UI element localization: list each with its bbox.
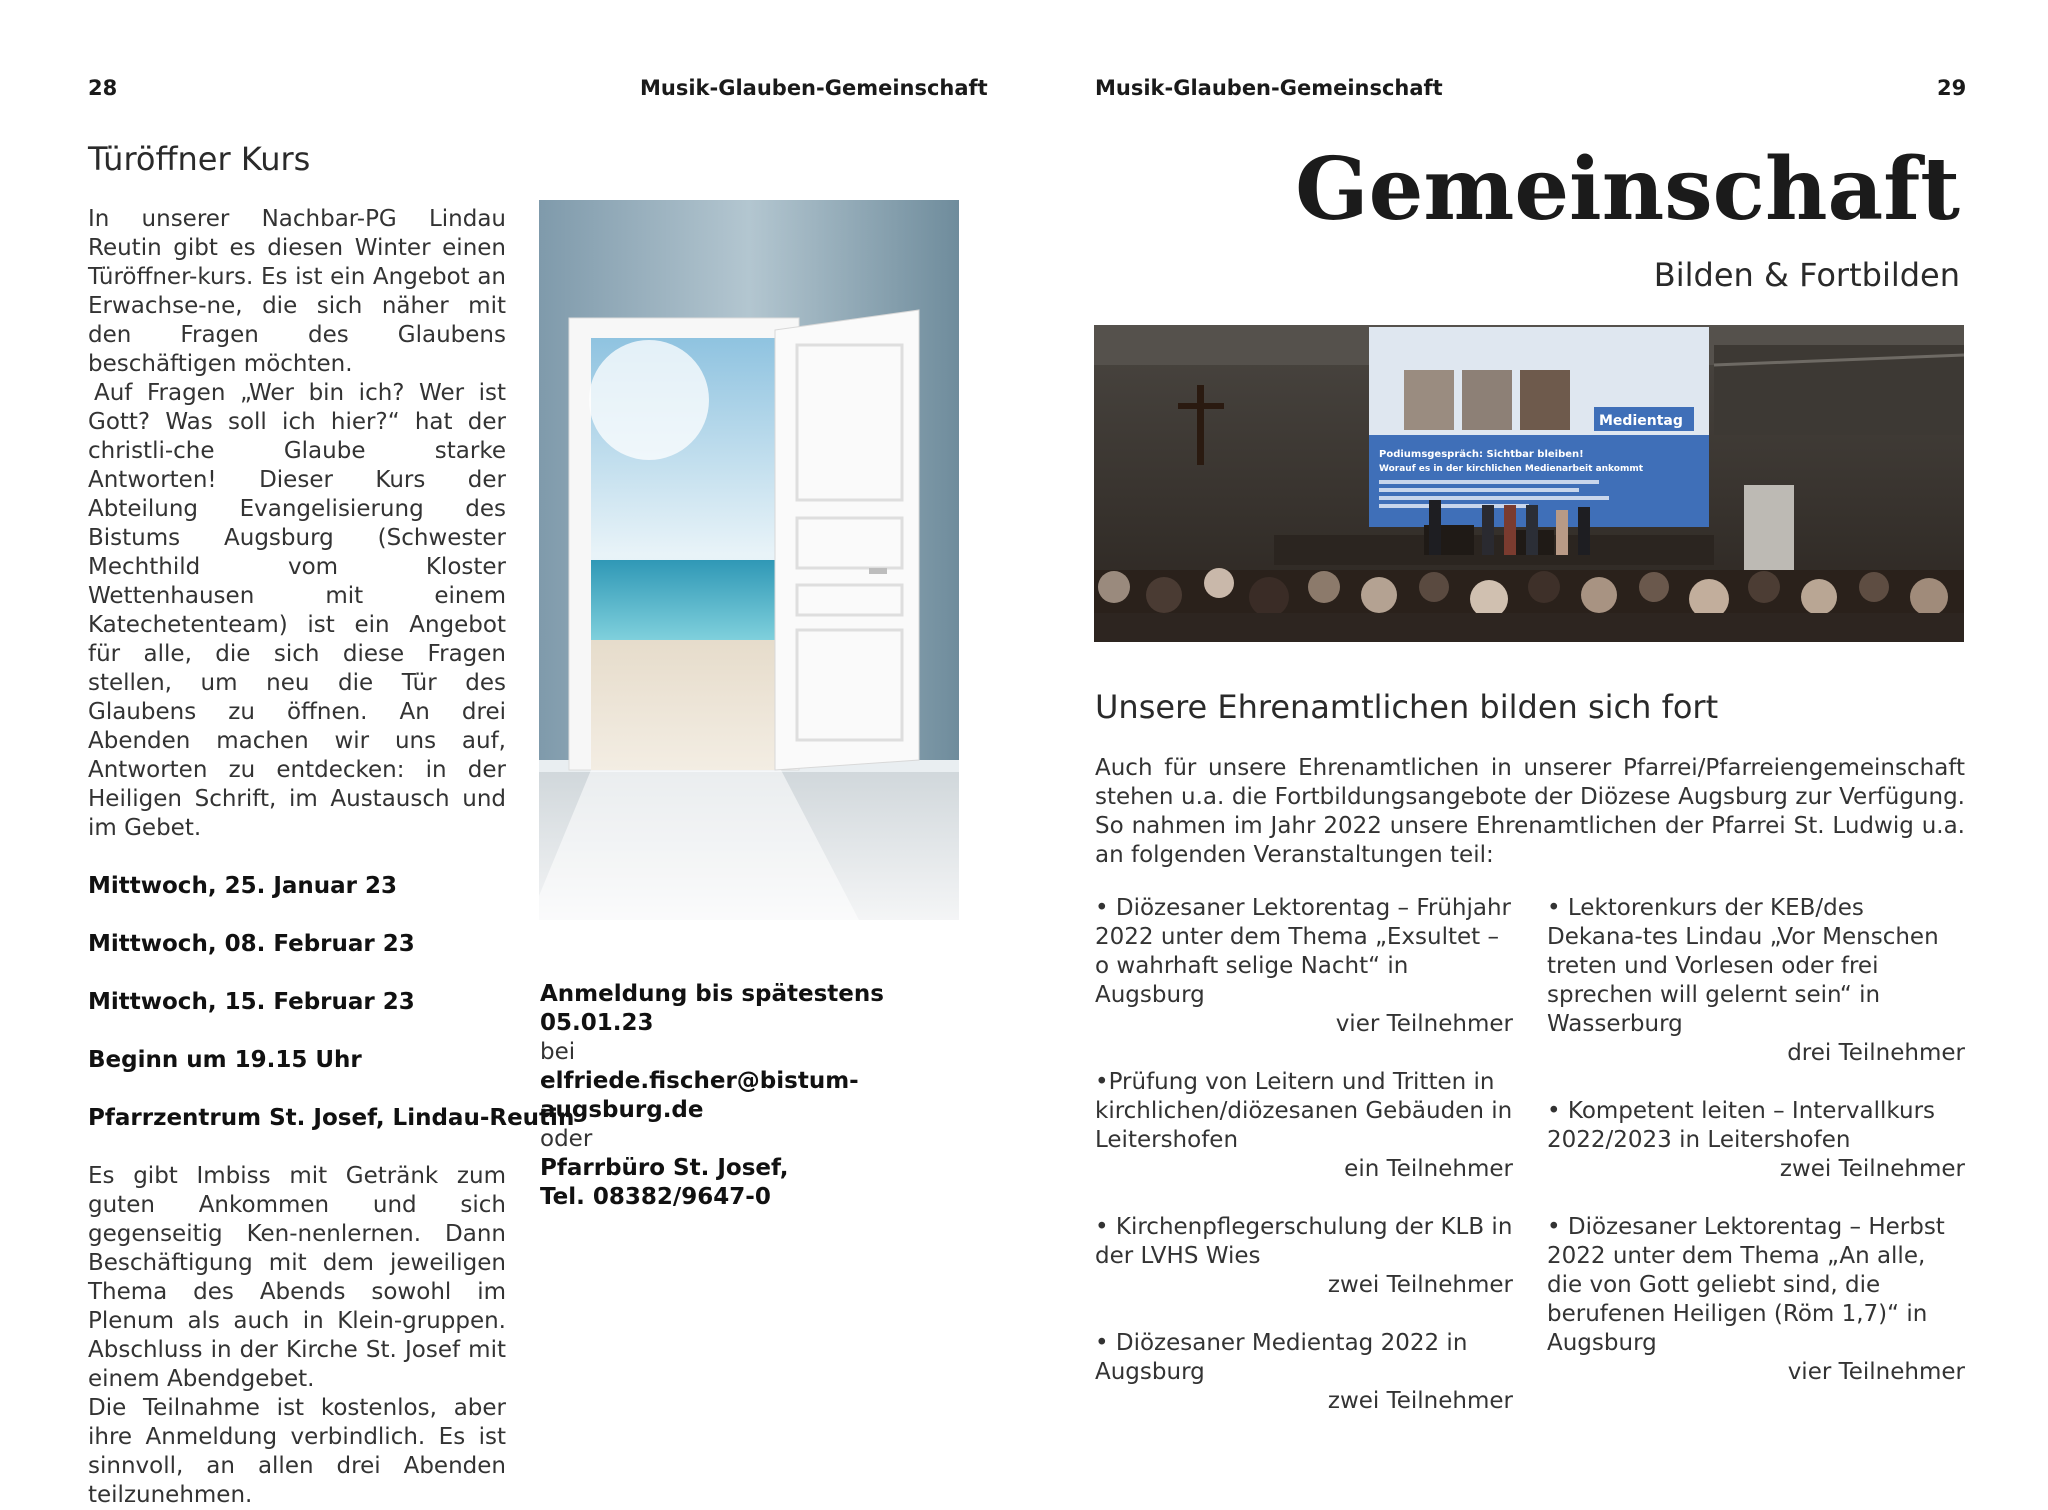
start-time: Beginn um 19.15 Uhr <box>88 1047 362 1073</box>
event-description: • Lektorenkurs der KEB/des Dekana-tes Lindau „Vor Menschen treten und Vorlesen oder frei sprechen will gelernt sein“ in Wasserburg <box>1547 895 1939 1037</box>
event-description: • Kirchenpflegerschulung der KLB in der LVHS Wies <box>1095 1214 1513 1269</box>
event-participants: zwei Teilnehmer <box>1327 1388 1513 1414</box>
course-date-3: Mittwoch, 15. Februar 23 <box>88 989 415 1015</box>
event-item <box>1095 1068 1513 1184</box>
closing-paragraph-1: Es gibt Imbiss mit Getränk zum guten Ankommen und sich gegenseitig Ken-nenlernen. Dann Beschäftigung mit dem jeweiligen Thema des Abends sowohl im Plenum als auch in Klein-gruppen. Abschluss in der Kirche St. Josef mit einem Abendgebet. <box>88 1163 506 1392</box>
event-item <box>1095 894 1513 1039</box>
registration-office: Pfarrbüro St. Josef, <box>540 1155 789 1181</box>
event-participants: zwei Teilnehmer <box>1327 1272 1513 1298</box>
article-heading-ehrenamtliche: Unsere Ehrenamtlichen bilden sich fort <box>1095 688 1719 726</box>
event-item <box>1547 1213 1965 1387</box>
slide-line-1: Podiumsgespräch: Sichtbar bleiben! <box>1379 449 1584 460</box>
events-column-right <box>1547 894 1965 1387</box>
course-date-1: Mittwoch, 25. Januar 23 <box>88 873 398 899</box>
open-door-beach-image <box>539 200 959 920</box>
registration-phone: Tel. 08382/9647-0 <box>540 1184 771 1210</box>
events-column-left <box>1095 894 1513 1416</box>
event-item <box>1547 1097 1965 1184</box>
slide-logo-text: Medientag <box>1599 413 1683 429</box>
registration-deadline: Anmeldung bis spätestens 05.01.23 <box>540 981 884 1036</box>
event-description: • Diözesaner Medientag 2022 in Augsburg <box>1095 1330 1468 1385</box>
event-photo-svg <box>1094 325 1964 642</box>
event-item <box>1547 894 1965 1068</box>
event-participants: zwei Teilnehmer <box>1779 1156 1965 1182</box>
registration-oder: oder <box>540 1126 593 1152</box>
slide-line-2: Worauf es in der kirchlichen Medienarbeit ankommt <box>1379 464 1644 474</box>
medientag-event-photo <box>1094 325 1964 642</box>
registration-email-link[interactable]: elfriede.fischer@bistum-augsburg.de <box>540 1068 859 1123</box>
door-illustration <box>539 200 959 920</box>
event-participants: vier Teilnehmer <box>1335 1011 1513 1037</box>
section-title-gemeinschaft: Gemeinschaft <box>1295 139 1960 240</box>
event-description: • Diözesaner Lektorentag – Herbst 2022 unter dem Thema „An alle, die von Gott geliebt sind, die berufenen Heiligen (Röm 1,7)“ in Augsburg <box>1547 1214 1945 1356</box>
event-description: •Prüfung von Leitern und Tritten in kirchlichen/diözesanen Gebäuden in Leitershofen <box>1095 1069 1513 1153</box>
running-head-left: Musik-Glauben-Gemeinschaft <box>640 76 988 100</box>
intro-paragraph-2: Auf Fragen „Wer bin ich? Wer ist Gott? Was soll ich hier?“ hat der christli-che Glaube starke Antworten! Dieser Kurs der Abteilung Evangelisierung des Bistums Augsburg (Schwester Mechthild vom Kloster Wettenhausen mit einem Katechetenteam) ist ein Angebot für alle, die sich diese Fragen stellen, um neu die Tür des Glaubens zu öffnen. An drei Abenden machen wir uns auf, Antworten zu entdecken: in der Heiligen Schrift, im Austausch und im Gebet. <box>88 380 506 841</box>
page-number-left: 28 <box>88 76 118 100</box>
page-number-right: 29 <box>1937 76 1967 100</box>
closing-paragraph-2: Die Teilnahme ist kostenlos, aber ihre Anmeldung verbindlich. Es ist sinnvoll, an allen drei Abenden teilzunehmen. <box>88 1395 506 1508</box>
event-participants: drei Teilnehmer <box>1787 1040 1965 1066</box>
article-title-tueroeffner: Türöffner Kurs <box>88 140 311 178</box>
registration-block <box>540 980 970 1212</box>
running-head-right: Musik-Glauben-Gemeinschaft <box>1095 76 1443 100</box>
registration-bei: bei <box>540 1039 576 1065</box>
course-location: Pfarrzentrum St. Josef, Lindau-Reutin <box>88 1105 575 1131</box>
event-participants: ein Teilnehmer <box>1344 1156 1513 1182</box>
event-participants: vier Teilnehmer <box>1787 1359 1965 1385</box>
section-subtitle: Bilden & Fortbilden <box>1653 256 1960 294</box>
event-item <box>1095 1213 1513 1300</box>
intro-paragraph-1: In unserer Nachbar-PG Lindau Reutin gibt es diesen Winter einen Türöffner-kurs. Es ist ein Angebot an Erwachse-ne, die sich näher mit den Fragen des Glaubens beschäftigen möchten. <box>88 206 506 377</box>
event-item <box>1095 1329 1513 1416</box>
course-date-2: Mittwoch, 08. Februar 23 <box>88 931 415 957</box>
article-intro: Auch für unsere Ehrenamtlichen in unserer Pfarrei/Pfarreiengemeinschaft stehen u.a. die Fortbildungsangebote der Diözese Augsburg zur Verfügung. So nahmen im Jahr 2022 unsere Ehrenamtlichen der Pfarrei St. Ludwig u.a. an folgenden Veranstaltungen teil: <box>1095 755 1965 868</box>
event-description: • Diözesaner Lektorentag – Frühjahr 2022 unter dem Thema „Exsultet – o wahrhaft selige Nacht“ in Augsburg <box>1095 895 1512 1008</box>
event-description: • Kompetent leiten – Intervallkurs 2022/2023 in Leitershofen <box>1547 1098 1936 1153</box>
